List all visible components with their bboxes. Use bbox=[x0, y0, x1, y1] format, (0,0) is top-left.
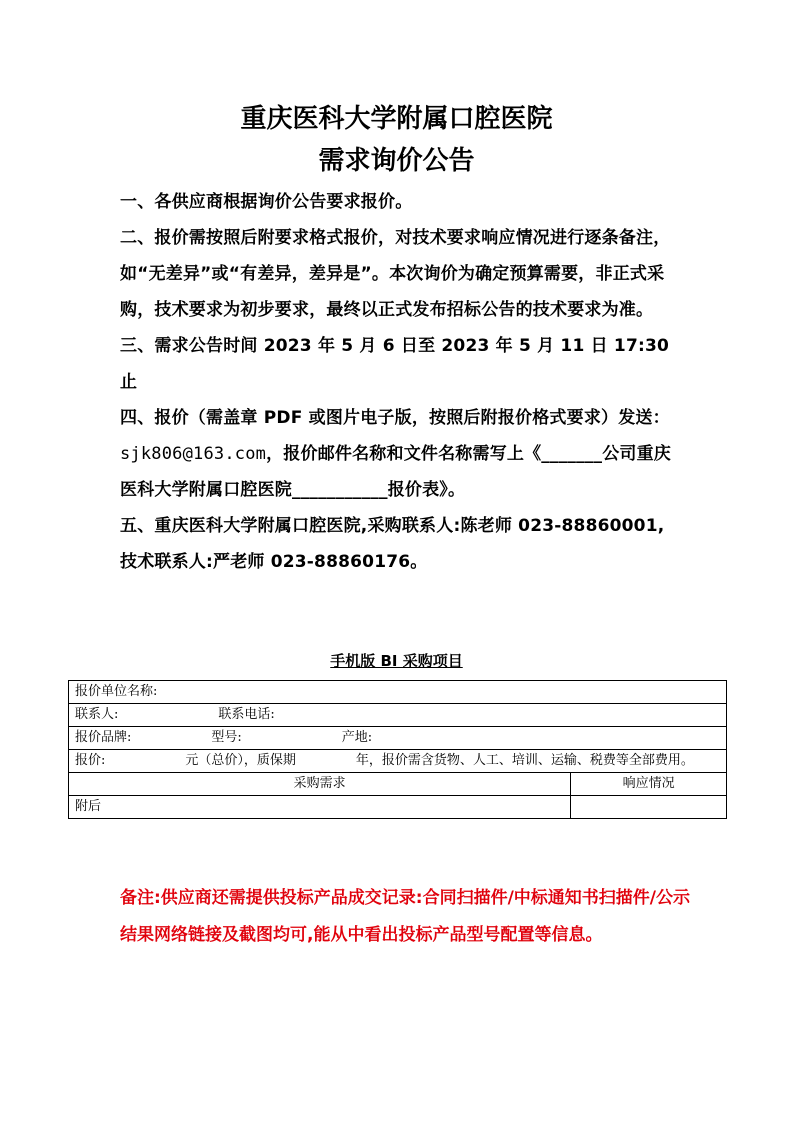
page-title: 需求询价公告 bbox=[318, 146, 475, 176]
price-text-2: 年，报价需含货物、人工、培训、运输、税费等全部费用。 bbox=[355, 753, 694, 768]
table-header-row bbox=[69, 773, 727, 796]
item-5: 五、重庆医科大学附属口腔医院,采购联系人:陈老师 023-88860001,技术联系人:严老师 023-88860176。 bbox=[120, 516, 665, 572]
response-header: 响应情况 bbox=[571, 773, 727, 796]
model-label: 型号: bbox=[211, 730, 242, 745]
response-cell bbox=[571, 796, 727, 819]
price-cell bbox=[69, 750, 727, 773]
unit-name-cell: 报价单位名称: bbox=[69, 681, 727, 704]
brand-cell bbox=[69, 727, 727, 750]
remark-note: 备注:供应商还需提供投标产品成交记录:合同扫描件/中标通知书扫描件/公示结果网络链接及截图均可,能从中看出投标产品型号配置等信息。 bbox=[120, 888, 691, 945]
item-4-text-b: ，报价邮件名称和文件名称需写上《_______公司重庆医科大学附属口腔医院___________报价表》。 bbox=[120, 444, 671, 500]
contact-label: 联系人: bbox=[75, 707, 119, 722]
org-title: 重庆医科大学附属口腔医院 bbox=[240, 104, 553, 134]
attached-cell: 附后 bbox=[69, 796, 571, 819]
item-2: 二、报价需按照后附要求格式报价，对技术要求响应情况进行逐条备注，如“无差异”或“有差异，差异是”。本次询价为确定预算需要，非正式采购，技术要求为初步要求，最终以正式发布招标公告的技术要求为准。 bbox=[120, 228, 671, 320]
item-1: 一、各供应商根据询价公告要求报价。 bbox=[120, 192, 413, 212]
brand-label: 报价品牌: bbox=[75, 730, 132, 745]
table-row bbox=[69, 681, 727, 704]
item-3: 三、需求公告时间 2023 年 5 月 6 日至 2023 年 5 月 11 日 17:30 止 bbox=[120, 336, 670, 392]
email-address: sjk806@163.com bbox=[120, 444, 267, 464]
price-label: 报价: bbox=[75, 753, 106, 768]
requirement-header: 采购需求 bbox=[69, 773, 571, 796]
table-row bbox=[69, 750, 727, 773]
notice-body bbox=[120, 184, 680, 580]
phone-label: 联系电话: bbox=[218, 707, 275, 722]
price-text: 元（总价），质保期 bbox=[185, 753, 296, 768]
origin-label: 产地: bbox=[341, 730, 373, 745]
table-row bbox=[69, 727, 727, 750]
table-row bbox=[69, 796, 727, 819]
item-4-text-a: 四、报价（需盖章 PDF 或图片电子版，按照后附报价格式要求）发送： bbox=[120, 408, 670, 428]
item-4 bbox=[120, 400, 680, 508]
quote-table bbox=[68, 680, 727, 819]
table-title: 手机版 BI 采购项目 bbox=[330, 652, 463, 670]
table-row bbox=[69, 704, 727, 727]
contact-cell bbox=[69, 704, 727, 727]
